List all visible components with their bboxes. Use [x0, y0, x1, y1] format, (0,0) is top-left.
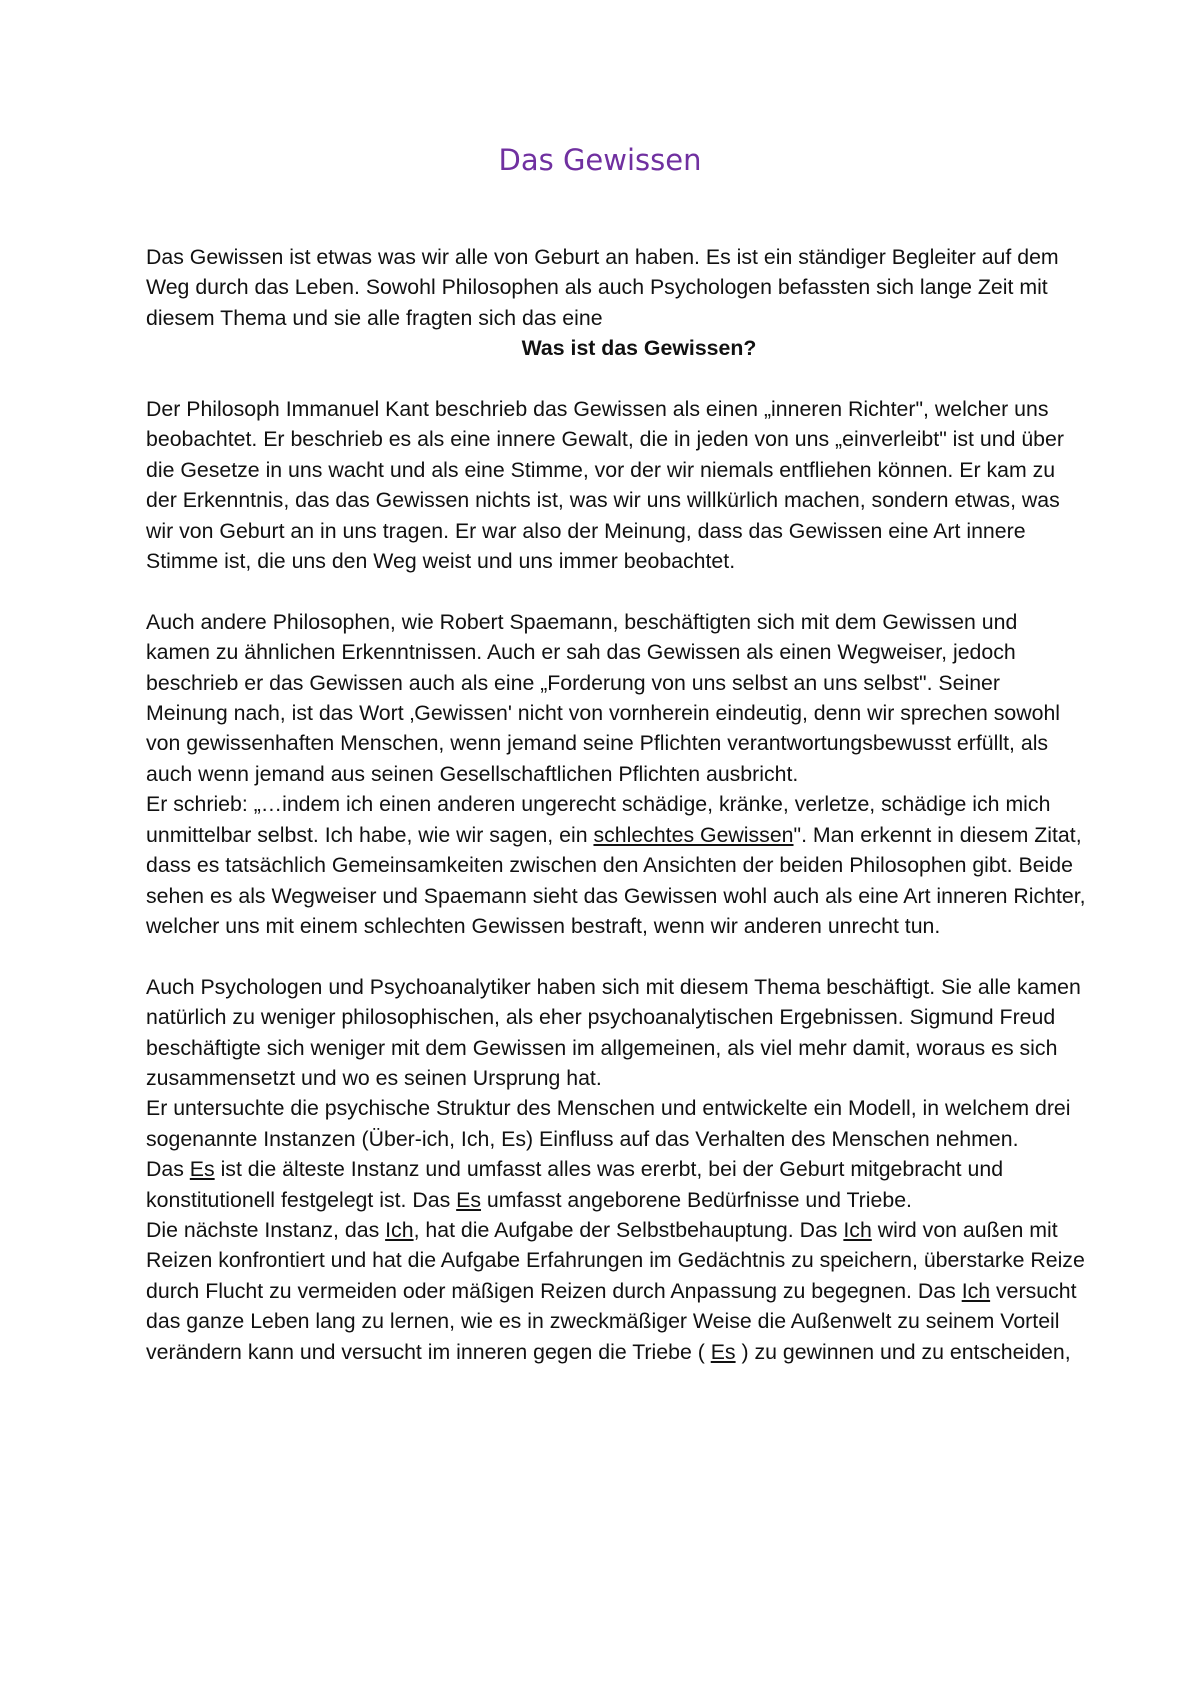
intro-paragraph: Das Gewissen ist etwas was wir alle von Geburt an haben. Es ist ein ständiger Begleiter auf dem Weg durch das Leben. Sowohl Philosophen als auch Psychologen befassten sich lange Zeit mit diesem Thema und sie alle fragten sich das eine: [146, 245, 1059, 330]
ich-text: , hat die Aufgabe der Selbstbehauptung. Das: [413, 1217, 844, 1242]
freud-intro-paragraph: Auch Psychologen und Psychoanalytiker haben sich mit diesem Thema beschäftigt. Sie alle kamen natürlich zu weniger philosophischen, als eher psychoanalytischen Ergebnissen. Sigmund Freud beschäftigte sich weniger mit dem Gewissen im allgemeinen, als viel mehr damit, woraus es sich zusammensetzt und wo es seinen Ursprung hat.: [146, 974, 1081, 1090]
freud-model-paragraph: Er untersuchte die psychische Struktur des Menschen und entwickelte ein Modell, in welchem drei sogenannte Instanzen (Über-ich, Ich, Es) Einfluss auf das Verhalten des Menschen nehmen.: [146, 1096, 1071, 1151]
ich-text: Die nächste Instanz, das: [146, 1217, 386, 1242]
quote-text-after: ". Man erkennt in diesem Zitat, dass es tatsächlich Gemeinsamkeiten zwischen den Ansichten der beiden Philosophen gibt. Beide sehen es als Wegweiser und Spaemann sieht das Gewissen wohl auch als eine Art inneren Richter, welcher uns mit einem schlechten Gewissen bestraft, wenn wir anderen unrecht tun.: [146, 822, 1086, 938]
ich-term: Ich: [843, 1217, 872, 1242]
quote-underlined-term: schlechtes Gewissen: [593, 822, 794, 847]
spaemann-quote-paragraph: [146, 789, 1086, 941]
paragraph-spacer: [146, 576, 1086, 606]
ich-text: versucht das ganze Leben lang zu lernen, wie es in zweckmäßiger Weise die Außenwelt zu seinem Vorteil verändern kann und versucht im inneren gegen die Triebe (: [146, 1278, 1077, 1364]
ich-term: Ich: [961, 1278, 991, 1303]
es-term: Es: [456, 1187, 482, 1212]
document-title: Das Gewissen: [498, 143, 702, 177]
ich-text: ) zu gewinnen und zu entscheiden,: [735, 1339, 1071, 1364]
spaemann-paragraph: Auch andere Philosophen, wie Robert Spaemann, beschäftigten sich mit dem Gewissen und kamen zu ähnlichen Erkenntnissen. Auch er sah das Gewissen als einen Wegweiser, jedoch beschrieb er das Gewissen auch als eine „Forderung von uns selbst an uns selbst". Seiner Meinung nach, ist das Wort ‚Gewissen' nicht von vornherein eindeutig, denn wir sprechen sowohl von gewissenhaften Menschen, wenn jemand seine Pflichten verantwortungsbewusst erfüllt, als auch wenn jemand aus seinen Gesellschaftlichen Pflichten ausbricht.: [146, 609, 1061, 786]
ich-text: wird von außen mit Reizen konfrontiert und hat die Aufgabe Erfahrungen im Gedächtnis zu speichern, überstarke Reize durch Flucht zu vermeiden oder mäßigen Reizen durch Anpassung zu begegnen. Das: [146, 1217, 1085, 1303]
es-text: Das: [146, 1157, 190, 1182]
ich-paragraph: [146, 1215, 1086, 1367]
question-heading: Was ist das Gewissen?: [521, 336, 757, 361]
paragraph-spacer: [146, 941, 1086, 971]
document-body: [146, 242, 1086, 1367]
kant-paragraph: Der Philosoph Immanuel Kant beschrieb das Gewissen als einen „inneren Richter", welcher uns beobachtet. Er beschrieb es als eine innere Gewalt, die in jeden von uns „einverleibt" ist und über die Gesetze in uns wacht und als eine Stimme, vor der wir niemals entfliehen können. Er kam zu der Erkenntnis, das das Gewissen nichts ist, was wir uns willkürlich machen, sondern etwas, was wir von Geburt an in uns tragen. Er war also der Meinung, dass das Gewissen eine Art innere Stimme ist, die uns den Weg weist und uns immer beobachtet.: [146, 397, 1064, 574]
es-term: Es: [710, 1339, 736, 1364]
paragraph-spacer: [146, 364, 1086, 394]
quote-text-before: Er schrieb: „…indem ich einen anderen ungerecht schädige, kränke, verletze, schädige ich mich unmittelbar selbst. Ich habe, wie wir sagen, ein: [146, 792, 1051, 847]
es-text: umfasst angeborene Bedürfnisse und Triebe.: [481, 1187, 912, 1212]
es-text: ist die älteste Instanz und umfasst alles was ererbt, bei der Geburt mitgebracht und konstitutionell festgelegt ist. Das: [146, 1157, 1004, 1212]
es-paragraph: [146, 1154, 1086, 1215]
ich-term: Ich: [385, 1217, 414, 1242]
es-term: Es: [189, 1157, 215, 1182]
